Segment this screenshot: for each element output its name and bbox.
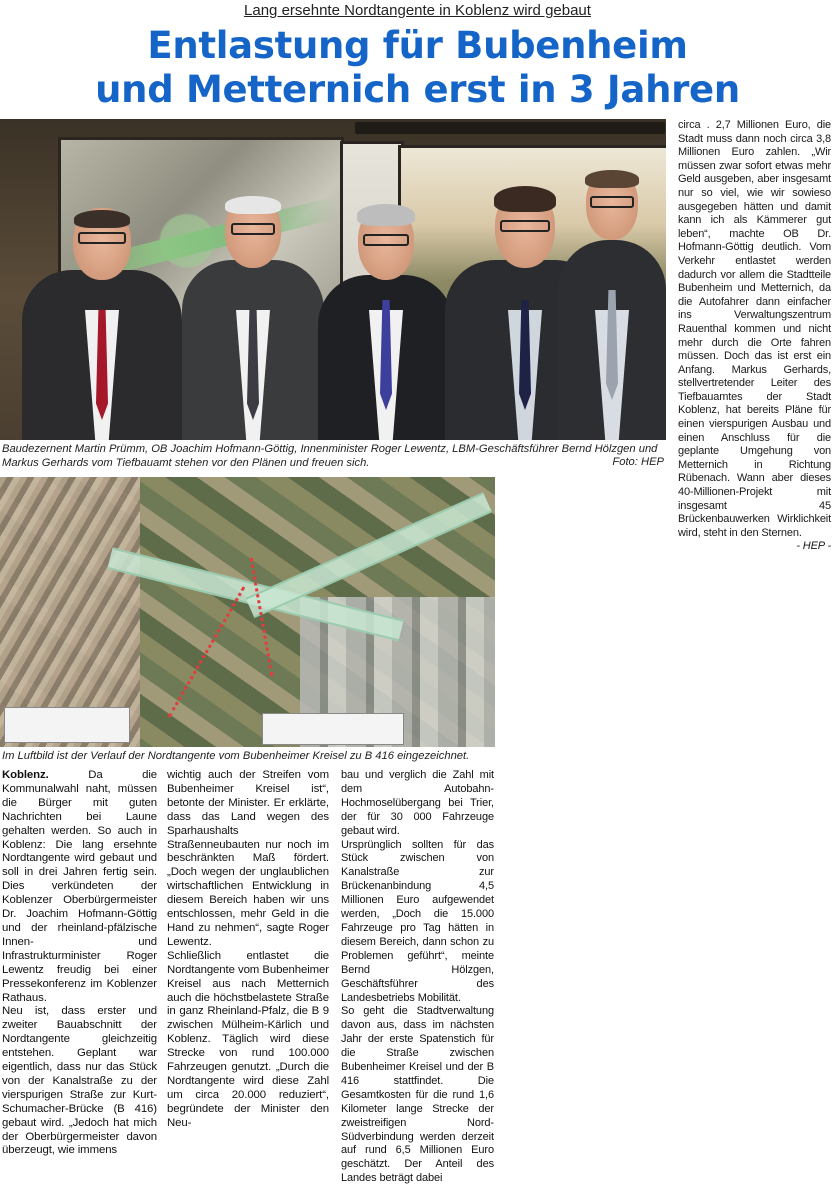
body-paragraph: [2, 769, 157, 1005]
headline-line-1: Entlastung für Bubenheim: [147, 24, 688, 67]
body-column-3: [341, 769, 494, 1186]
body-paragraph: Schließlich entlastet die Nordtangente vom Bubenheimer Kreisel aus nach Metternich auch die höchstbelastete Straße in ganz Rheinland-Pfalz, die B 9 zwischen Mülheim-Kärlich und Koblenz. Täglich wird diese Strecke von rund 100.000 Fahrzeugen genutzt. „Durch die Nordtangente wird diese Zahl um circa 20.000 reduziert“, begründete der Minister den Neu-: [167, 949, 329, 1129]
dateline: Koblenz.: [2, 769, 49, 781]
sidebar-column: [678, 119, 831, 554]
body-column-2: [167, 769, 329, 1131]
person-2: [182, 195, 324, 440]
body-paragraph: Neu ist, dass erster und zweiter Bauabschnitt der Nordtangente gleichzeitig entstehen. Geplant war eigentlich, dass nur das Stück von der Kanalstraße zu der vierspurigen Straße zur Kurt-Schumacher-Brücke (B 416) gebaut wird. „Jedoch hat mich der Oberbürgermeister davon überzeugt, wie immens: [2, 1005, 157, 1157]
person-1: [22, 210, 182, 440]
route-line-1: [168, 586, 246, 717]
legend-box-left: [4, 707, 130, 743]
photo-caption: Baudezernent Martin Prümm, OB Joachim Hofmann-Göttig, Innenminister Roger Lewentz, LBM-Geschäftsführer Bernd Hölzgen und Markus Gerhards vom Tiefbauamt stehen vor den Plänen und freuen sich.: [2, 443, 658, 469]
body-paragraph: Ursprünglich sollten für das Stück zwischen von Kanalstraße zur Brückenanbindung 4,5 Millionen Euro aufgewendet werden, „Doch die 15.000 Fahrzeuge pro Tag hätten in diesem Bereich, dann schon zu Problemen geführt“, meinte Bernd Hölzgen, Geschäftsführer des Landesbetriebs Mobilität.: [341, 838, 494, 1004]
headline-line-2: und Metternich erst in 3 Jahren: [95, 68, 740, 111]
aerial-caption: Im Luftbild ist der Verlauf der Nordtangente vom Bubenheimer Kreisel zu B 416 eingezeichnet.: [2, 750, 470, 762]
legend-box-right: [262, 713, 404, 745]
signature: - HEP -: [796, 540, 831, 553]
person-3: [318, 200, 454, 440]
body-paragraph: wichtig auch der Streifen vom Bubenheimer Kreisel ist“, betonte der Minister. Er erklärte, dass das Land wegen des Sparhaushalts Straßenneubauten nur noch im beschränkten Maß fördert. „Doch wegen der unglaublichen wirtschaftlichen Entwicklung in diesem Bereich haben wir uns entschlossen, mehr Geld in die Hand zu nehmen“, sagte Roger Lewentz.: [167, 769, 329, 948]
lamp-bar: [355, 122, 665, 134]
sidebar-text: circa . 2,7 Millionen Euro, die Stadt muss dann noch circa 3,8 Millionen Euro zahlen. „Wir müssen zwar sofort etwas mehr Geld ausgeben, aber insgesamt nur so viel, wie wir sowieso ausgegeben hätten und damit kann ich als Kämmerer gut leben“, machte OB Dr. Hofmann-Göttig deutlich. Vom Verkehr entlastet werden dadurch vor allem die Stadtteile Bubenheim und Metternich, da die Autofahrer dann einfacher ins Verwaltungszentrum Rauenthal kommen und nicht mehr durch die Orte fahren müssen. Doch das ist erst ein Anfang. Markus Gerhards, stellvertretender Leiter des Tiefbauamtes der Stadt Koblenz, hat bereits Pläne für einen vierspurigen Ausbau und einen Anschluss für die geplante Umgehung von Metternich in Richtung Rübenach. Wann aber dieses 40-Millionen-Projekt mit insgesamt 45 Brückenbauwerken Wirklichkeit wird, steht in den Sternen.: [678, 119, 831, 539]
kicker: Lang ersehnte Nordtangente in Koblenz wird gebaut: [244, 2, 591, 19]
person-5: [558, 158, 666, 440]
photo-credit: Foto: HEP: [612, 456, 664, 468]
body-paragraph: bau und verglich die Zahl mit dem Autobahn-Hochmoselübergang bei Trier, der für 30 000 Fahrzeuge gebaut wird.: [341, 769, 494, 837]
aerial-photo: [0, 477, 495, 747]
body-column-1: [2, 769, 157, 1158]
body-text: Da die Kommunalwahl naht, müssen die Bürger mit guten Nachrichten bei Laune gehalten werden. So auch in Koblenz: Die lang ersehnte Nordtangente wird gebaut und soll in drei Jahren fertig sein. Dies verkündeten der Koblenzer Oberbürgermeister Dr. Joachim Hofmann-Göttig und der rheinland-pfälzische Innen- und Infrastrukturminister Roger Lewentz freudig bei einer Pressekonferenz im Koblenzer Rathaus.: [2, 769, 157, 1004]
group-photo: [0, 119, 666, 440]
body-paragraph: So geht die Stadtverwaltung davon aus, dass im nächsten Jahr der erste Spatenstich für die Straße zwischen Bubenheimer Kreisel und der B 416 stattfindet. Die Gesamtkosten für die rund 1,6 Kilometer lange Strecke der zweistreifigen Nord-Südverbindung werden derzeit auf rund 6,5 Millionen Euro geschätzt. Der Anteil des Landes beträgt dabei: [341, 1005, 494, 1185]
headline: [0, 24, 835, 112]
